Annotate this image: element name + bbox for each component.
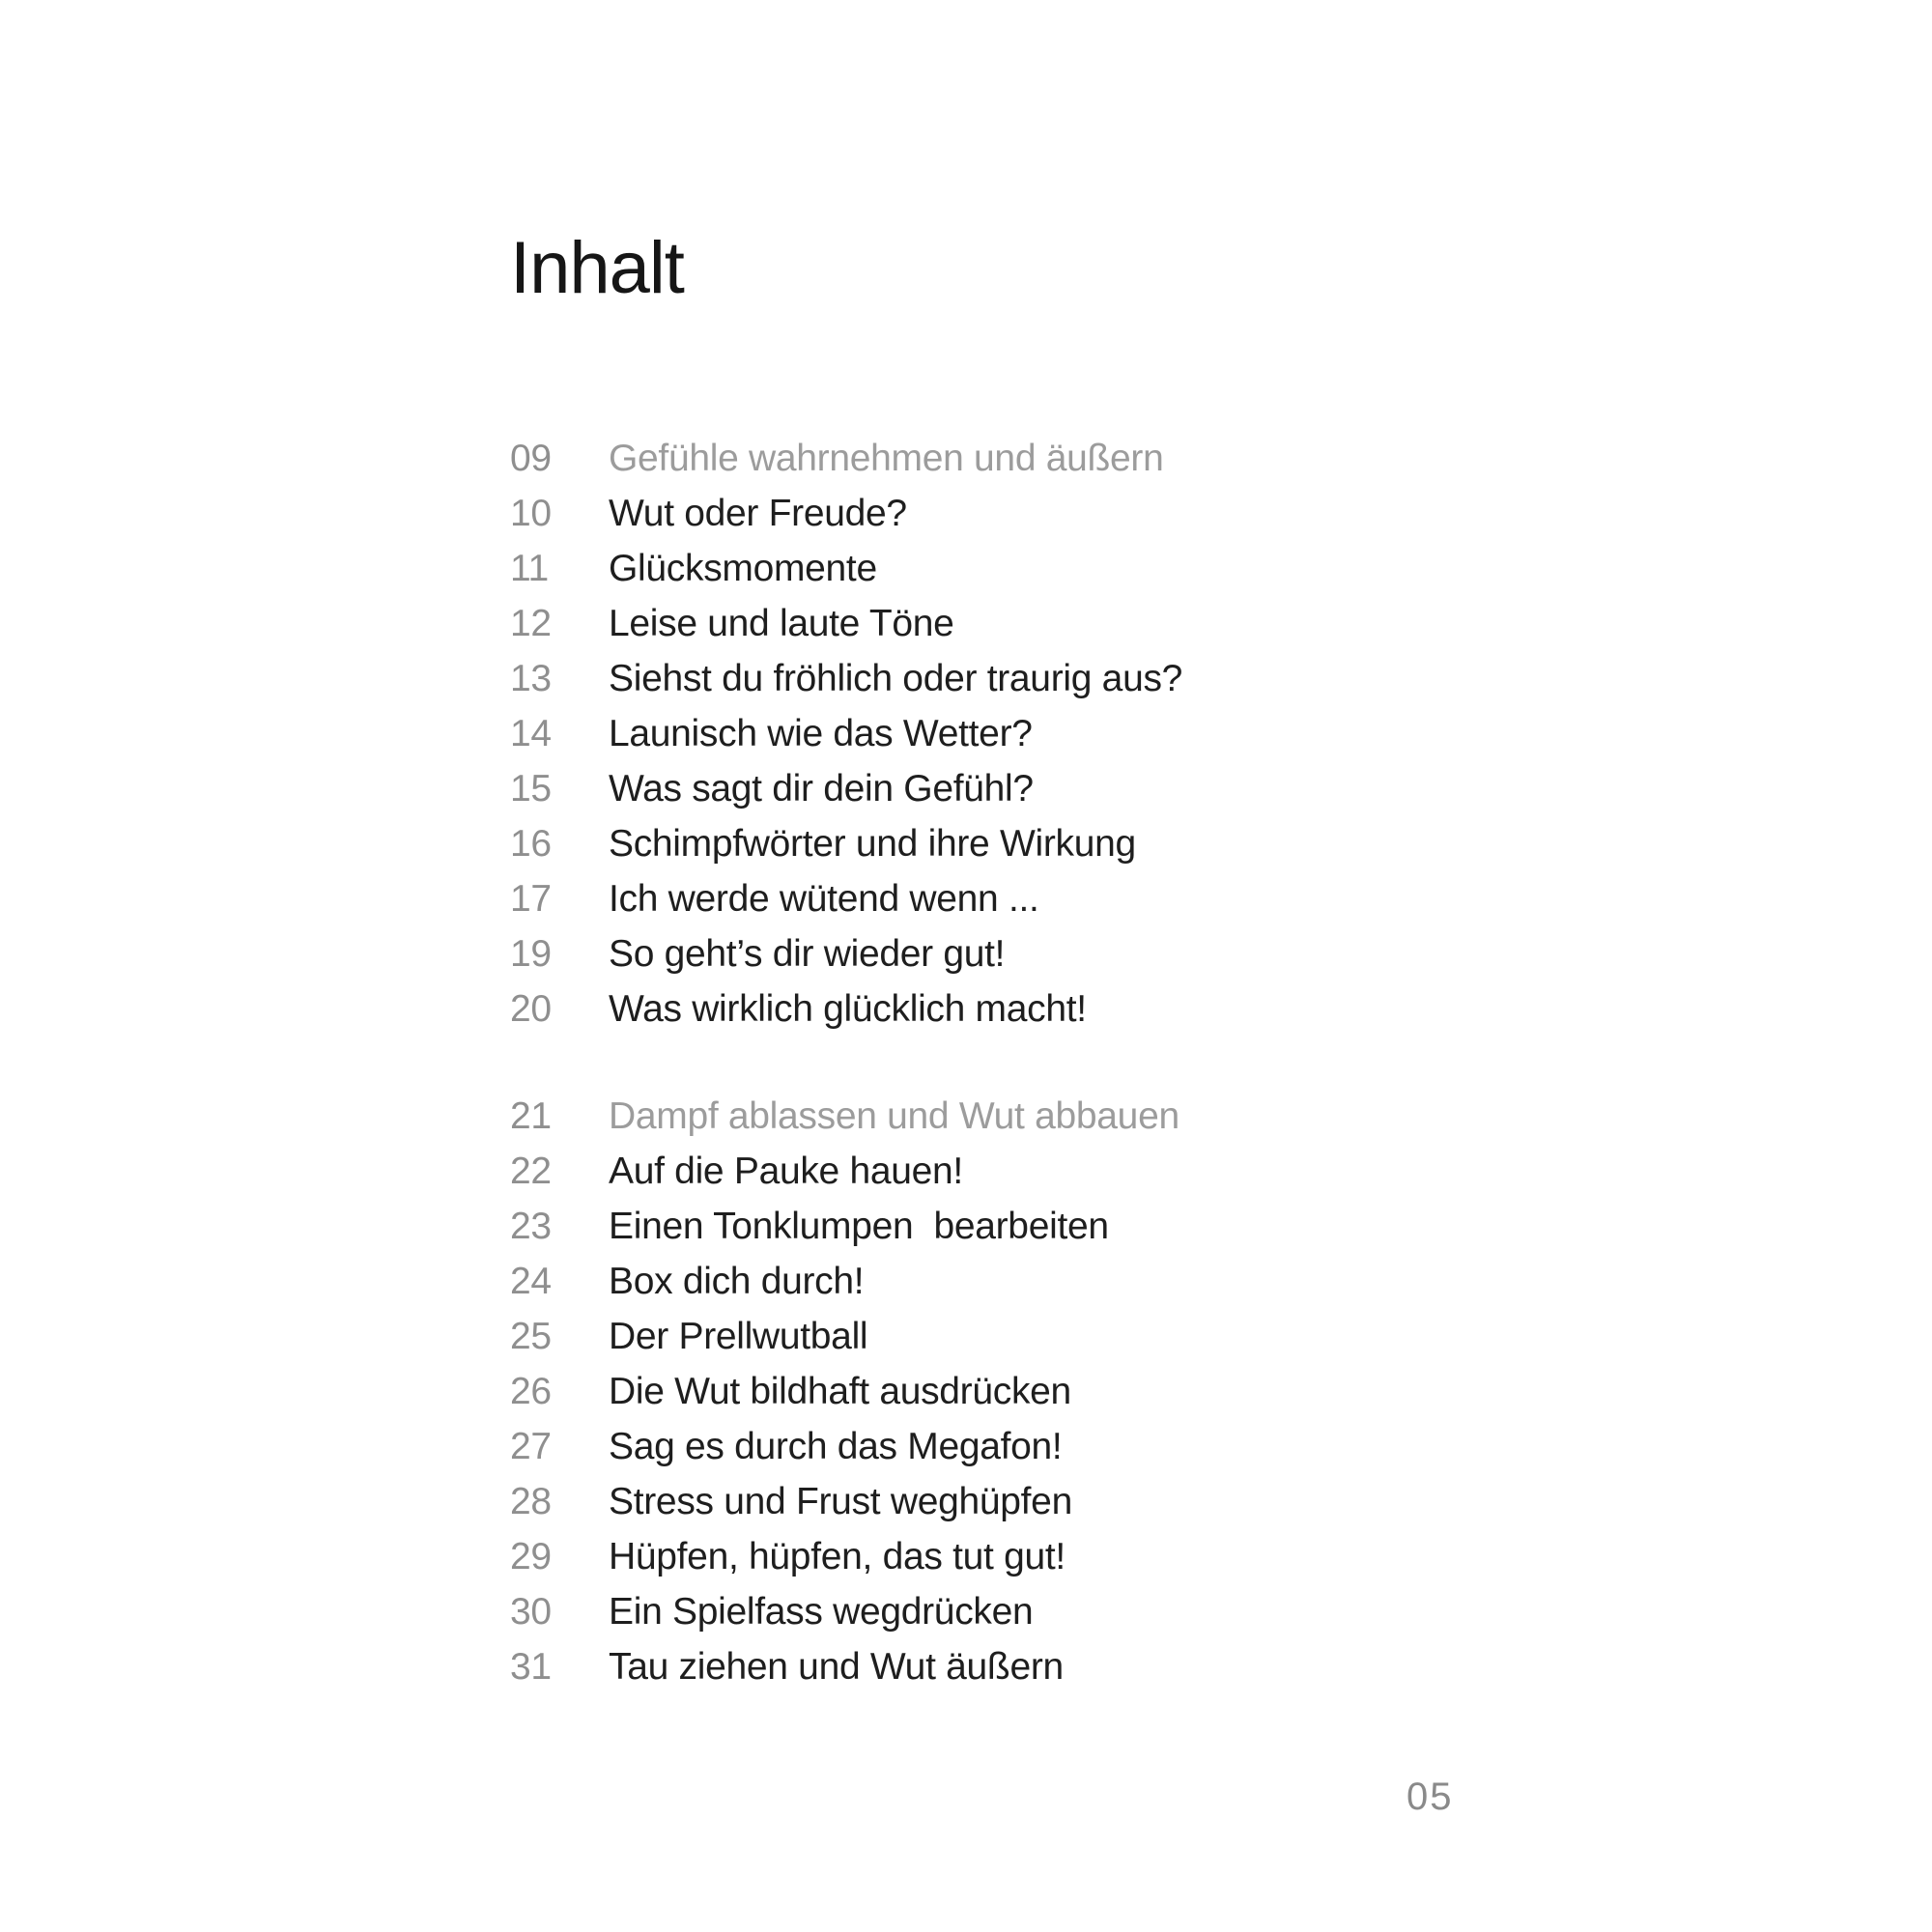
toc-entry-page-number: 11 [510, 548, 549, 589]
toc-entry-page-number: 23 [510, 1206, 552, 1247]
toc-entry [510, 1254, 1182, 1309]
toc-section-header [510, 1089, 1182, 1144]
toc-entry-title: Wut oder Freude? [609, 493, 907, 534]
toc-entry [510, 1529, 1182, 1584]
toc-section-anger [510, 1089, 1182, 1694]
toc-entry-page-number: 29 [510, 1536, 552, 1577]
toc-entry-page-number: 25 [510, 1316, 552, 1357]
toc-entry-page-number: 22 [510, 1151, 552, 1192]
toc-entry [510, 486, 1182, 541]
toc-entry [510, 1474, 1182, 1529]
toc-entry [510, 926, 1182, 981]
toc-entry [510, 1584, 1182, 1639]
toc-entry [510, 1419, 1182, 1474]
toc-entry-page-number: 26 [510, 1371, 552, 1412]
toc-entry-page-number: 30 [510, 1591, 552, 1633]
toc-entry-title: So geht’s dir wieder gut! [609, 933, 1006, 975]
toc-entry-title: Was wirklich glücklich macht! [609, 988, 1087, 1030]
toc-entry [510, 541, 1182, 596]
toc-entry-title: Tau ziehen und Wut äußern [609, 1646, 1064, 1688]
toc-entry [510, 871, 1182, 926]
toc-entry-title: Einen Tonklumpen bearbeiten [609, 1206, 1109, 1247]
toc-entry-page-number: 27 [510, 1426, 552, 1467]
toc-section-title: Dampf ablassen und Wut abbauen [609, 1095, 1179, 1137]
toc-entry-page-number: 20 [510, 988, 552, 1030]
toc-entry [510, 1199, 1182, 1254]
toc-entry-title: Auf die Pauke hauen! [609, 1151, 963, 1192]
toc-entry-page-number: 09 [510, 438, 552, 479]
toc-entry-page-number: 14 [510, 713, 552, 754]
toc-entry-page-number: 17 [510, 878, 552, 920]
toc-entry-page-number: 24 [510, 1261, 552, 1302]
toc-entry-title: Sag es durch das Megafon! [609, 1426, 1063, 1467]
toc-entry [510, 981, 1182, 1037]
toc-entry-page-number: 21 [510, 1095, 552, 1137]
toc-entry-title: Ein Spielfass wegdrücken [609, 1591, 1034, 1633]
toc-entry-title: Leise und laute Töne [609, 603, 954, 644]
toc-section-feelings [510, 431, 1182, 1037]
toc-entry-page-number: 12 [510, 603, 552, 644]
toc-entry [510, 706, 1182, 761]
toc-section-title: Gefühle wahrnehmen und äußern [609, 438, 1164, 479]
toc-entry-page-number: 28 [510, 1481, 552, 1522]
page-title: Inhalt [510, 227, 684, 309]
toc-entry [510, 1144, 1182, 1199]
toc-entry [510, 651, 1182, 706]
toc-entry [510, 1639, 1182, 1694]
toc-entry-page-number: 19 [510, 933, 552, 975]
toc-entry-title: Der Prellwutball [609, 1316, 868, 1357]
toc-entry-title: Siehst du fröhlich oder traurig aus? [609, 658, 1183, 699]
toc-entry-title: Was sagt dir dein Gefühl? [609, 768, 1034, 810]
toc-section-header [510, 431, 1182, 486]
toc-entry-page-number: 16 [510, 823, 552, 865]
toc-entry [510, 1309, 1182, 1364]
toc-entry-title: Hüpfen, hüpfen, das tut gut! [609, 1536, 1065, 1577]
toc-entry-title: Stress und Frust weghüpfen [609, 1481, 1072, 1522]
toc-entry-title: Launisch wie das Wetter? [609, 713, 1033, 754]
toc-entry [510, 816, 1182, 871]
toc-entry-page-number: 31 [510, 1646, 552, 1688]
toc-list [510, 431, 1182, 1694]
toc-entry [510, 1364, 1182, 1419]
toc-entry-page-number: 10 [510, 493, 552, 534]
toc-entry-title: Schimpfwörter und ihre Wirkung [609, 823, 1136, 865]
toc-entry-title: Ich werde wütend wenn ... [609, 878, 1039, 920]
toc-entry-title: Box dich durch! [609, 1261, 865, 1302]
toc-entry-page-number: 13 [510, 658, 552, 699]
toc-entry-title: Die Wut bildhaft ausdrücken [609, 1371, 1071, 1412]
page-number: 05 [1406, 1776, 1454, 1818]
toc-entry-title: Glücksmomente [609, 548, 877, 589]
toc-entry [510, 596, 1182, 651]
toc-entry [510, 761, 1182, 816]
toc-entry-page-number: 15 [510, 768, 552, 810]
